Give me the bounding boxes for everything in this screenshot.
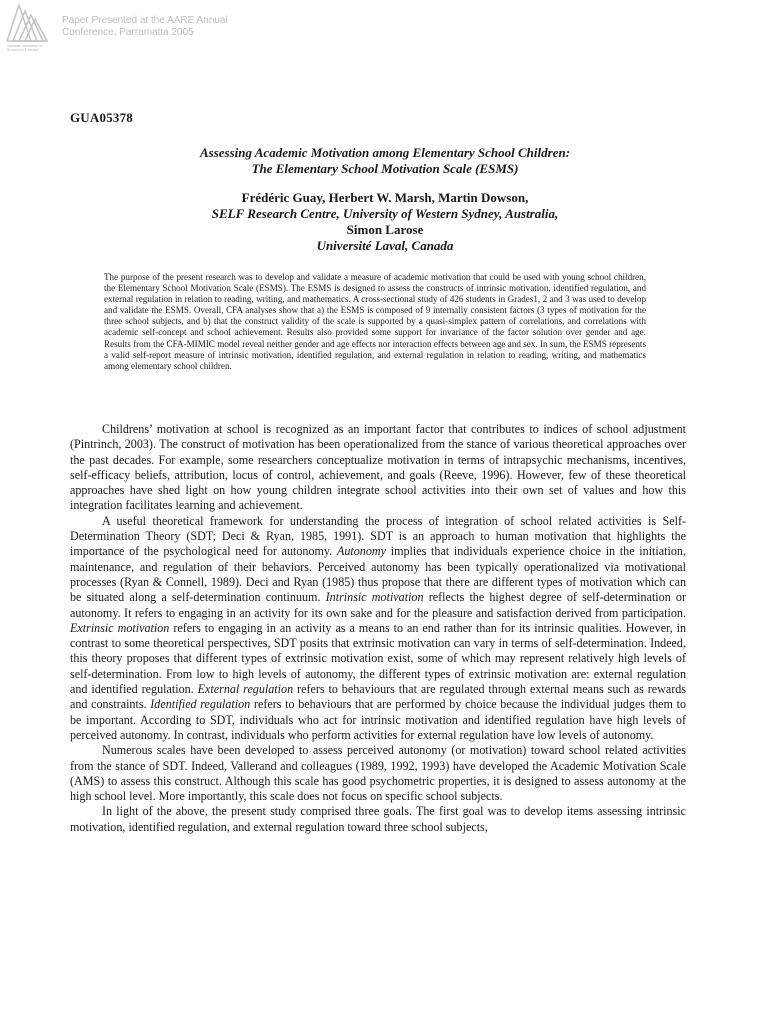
conference-line-2: Conference, Parramatta 2005 (62, 27, 194, 38)
p2-text-d: refers to engaging in an activity as a means to an end rather than for its intrinsic qualities. However, in contrast to some theoretical perspectives, SDT posits that extrinsic motivation can vary in terms of self-determination. Indeed, this theory proposes that different types of extrinsic motivation exist, some of which may represent relatively high levels of self-determination. From low to high levels of autonomy, the different types of extrinsic motivation are: external regulation and identified regulation. (70, 620, 686, 697)
author-affiliation-1: SELF Research Centre, University of Western Sydney, Australia, (211, 206, 559, 221)
author-name-2: Simon Larose (346, 222, 424, 237)
p2-text-c: reflects the highest degree of self-determination or autonomy. It refers to engaging in an activity for its own sake and for the pleasure and satisfaction derived from participation. (70, 590, 686, 620)
term-autonomy: Autonomy (336, 544, 386, 559)
p2-text-a: A useful theoretical framework for understanding the process of integration of school related activities is Self-Determination Theory (SDT; Deci & Ryan, 1985, 1991). SDT is an approach to human motivation that highlights the importance of the psychological need for autonomy. (70, 513, 686, 559)
title-line-1: Assessing Academic Motivation among Elementary School Children: (199, 145, 571, 160)
paragraph-1: Childrens’ motivation at school is recognized as an important factor that contributes to indices of school adjustment (Pintrinch, 2003). The construct of motivation has been operationalized from the stance of various theoretical approaches over the past decades. For example, some researchers conceptualize motivation in terms of intrapsychic mechanisms, incentives, self-efficacy beliefs, attribution, locus of control, achievement, and goals (Reeve, 1996). However, few of these theoretical approaches have shed light on how young children integrate school activities into their own set of values and how this integration facilitates learning and achievement. (70, 422, 686, 513)
abstract: The purpose of the present research was to develop and validate a measure of academic motivation that could be used with young school children, the Elementary School Motivation Scale (ESMS). The ESMS is designed to assess the constructs of intrinsic motivation, identified regulation, and external regulation in relation to reading, writing, and mathematics. A cross-sectional study of 426 students in Grades1, 2 and 3 was used to develop and validate the ESMS. Overall, CFA analyses show that a) the ESMS is composed of 9 internally consistent factors (3 types of motivation for the three school subjects, and b) that the construct validity of the scale is supported by a quasi-simplex pattern of correlations, and correlations with academic self-concept and school achievement. Results also provided some support for invariance of the factor solution over gender and age. Results from the CFA-MIMIC model reveal neither gender and age effects nor interaction effects between age and sex. In sum, the ESMS represents a valid self-report measure of intrinsic motivation, identified regulation, and external regulation in relation to reading, writing, and mathematics among elementary school children. (104, 272, 646, 371)
term-identified-regulation: Identified regulation (150, 697, 251, 712)
p2-text-b: implies that individuals experience choice in the initiation, maintenance, and regulation of their behaviors. Perceived autonomy has been typically operationalized via motivational processes (Ryan & Connell, 1989). Deci and Ryan (1985) thus propose that there are different types of motivation which can be situated along a self-determination continuum. (70, 544, 686, 605)
paragraph-4: In light of the above, the present study comprised three goals. The first goal was to develop items assessing intrinsic motivation, identified regulation, and external regulation toward three school subjects, (70, 804, 686, 834)
author-block (70, 190, 700, 254)
conference-note (62, 15, 228, 39)
author-affiliation-2: Université Laval, Canada (316, 238, 454, 253)
paragraph-2 (70, 514, 686, 743)
p2-text-e: refers to behaviours that are regulated through external means such as rewards and constraints. (70, 682, 686, 712)
body-text (70, 422, 686, 835)
paragraph-3: Numerous scales have been developed to assess perceived autonomy (or motivation) toward school related activities from the stance of SDT. Indeed, Vallerand and colleagues (1989, 1992, 1993) have developed the Academic Motivation Scale (AMS) to assess this construct. Although this scale has good psychometric properties, it is designed to assess autonomy at the high school level. More importantly, this scale does not focus on specific school subjects. (70, 743, 686, 804)
author-names: Frédéric Guay, Herbert W. Marsh, Martin Dowson, (241, 190, 529, 205)
paper-id: GUA05378 (70, 110, 133, 125)
term-intrinsic-motivation: Intrinsic motivation (325, 590, 424, 605)
logo-caption: Australian Association for Research in Education (7, 44, 43, 52)
conference-header (0, 0, 768, 60)
term-external-regulation: External regulation (197, 682, 294, 697)
title-line-2: The Elementary School Motivation Scale (ESMS) (251, 161, 519, 176)
paper-title (70, 145, 700, 177)
term-extrinsic-motivation: Extrinsic motivation (70, 620, 170, 635)
conference-line-1: Paper Presented at the AARE Annual (62, 15, 228, 26)
p2-text-f: refers to behaviours that are performed by choice because the individual judges them to be important. According to SDT, individuals who act for intrinsic motivation and identified regulation have high levels of perceived autonomy. In contrast, individuals who perform activities for external regulation have low levels of autonomy. (70, 697, 686, 742)
